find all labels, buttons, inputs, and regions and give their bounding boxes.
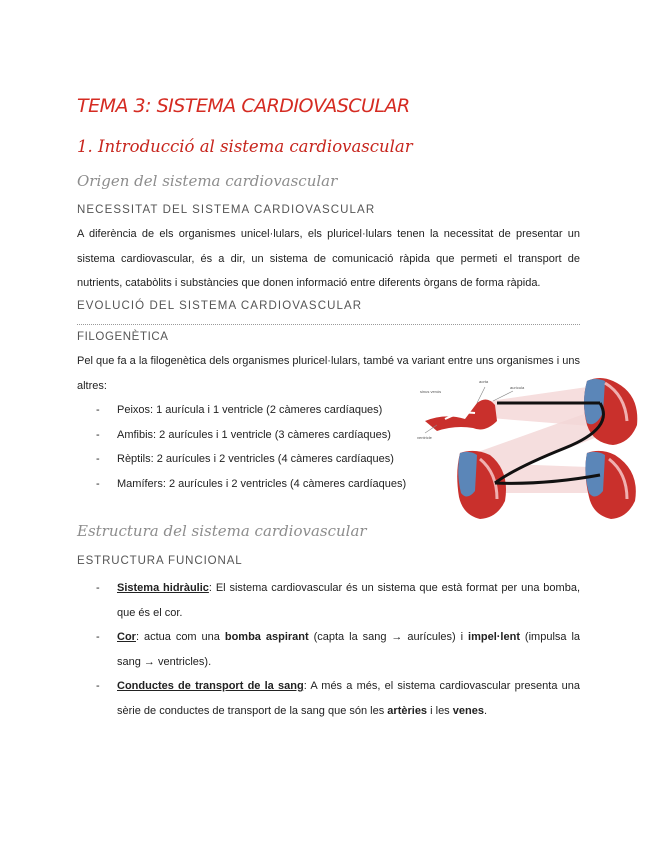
heart-diagram: [415, 373, 645, 523]
paragraph-necessitat: A diferència de els organismes unicel·lulars, els pluricel·lulars tenen la necessitat de presentar un sistema cardiovascular, és a dir, un sistema de comunicació ràpida que permeti el transport de nutrients, catabòlits i substàncies que donen informació entre diferents òrgans de forma ràpida.: [77, 228, 580, 289]
section-heading-introduccio: 1. Introducció al sistema cardiovascular: [77, 137, 413, 156]
heading-evolucio: EVOLUCIÓ DEL SISTEMA CARDIOVASCULAR: [77, 300, 363, 312]
filogenetica-list: [77, 398, 411, 496]
heading-filogenetica: FILOGENÈTICA: [77, 331, 169, 343]
figure-label: aorta: [479, 379, 489, 384]
heart-evolution-figure: [415, 373, 645, 523]
list-item: - Cor: actua com una bomba aspirant (capta la sang → aurícules) i impel·lent (impulsa la sang → ventricles).: [96, 631, 581, 668]
list-item: - Sistema hidràulic: El sistema cardiovascular és un sistema que està format per una bomba, que és el cor.: [96, 582, 580, 619]
subheading-estructura: Estructura del sistema cardiovascular: [77, 522, 367, 540]
list-item: - Peixos: 1 aurícula i 1 ventricle (2 càmeres cardíaques): [96, 404, 383, 416]
list-item: - Amfibis: 2 aurícules i 1 ventricle (3 càmeres cardíaques): [96, 428, 391, 441]
heart-bottom-right: [585, 451, 635, 519]
heading-necessitat: NECESSITAT DEL SISTEMA CARDIOVASCULAR: [77, 204, 376, 216]
figure-label: sinus venós: [420, 389, 442, 394]
list-item: - Rèptils: 2 aurícules i 2 ventricles (4 càmeres cardíaques): [96, 453, 394, 465]
document-title: TEMA 3: SISTEMA CARDIOVASCULAR: [77, 95, 410, 117]
figure-label: ventricle: [417, 435, 432, 440]
list-item: - Mamífers: 2 aurícules i 2 ventricles (4 càmeres cardíaques): [96, 477, 407, 490]
list-item: - Conductes de transport de la sang: A més a més, el sistema cardiovascular presenta una sèrie de conductes de transport de la sang que són les artèries i les venes.: [96, 680, 581, 717]
subheading-origen: Origen del sistema cardiovascular: [77, 172, 338, 190]
estructura-list: [77, 576, 580, 723]
dotted-divider: [77, 324, 580, 325]
figure-label: aurícula: [510, 385, 525, 390]
paragraph-filogenetica: Pel que fa a la filogenètica dels organismes pluricel·lulars, també va variant entre uns organismes i uns altres:: [77, 355, 580, 392]
heading-estructura-funcional: ESTRUCTURA FUNCIONAL: [77, 555, 243, 567]
